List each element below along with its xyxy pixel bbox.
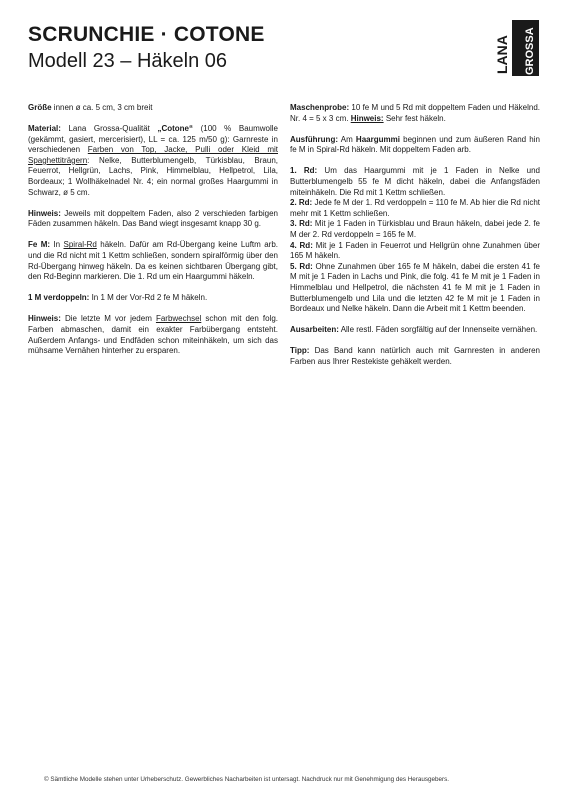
- groesse-text: innen ø ca. 5 cm, 3 cm breit: [51, 103, 153, 112]
- ausarbeiten-section: [290, 325, 540, 336]
- round-text: Mit je 1 Faden in Feuerrot und Hellgrün ohne Zunahmen über 165 M häkeln.: [290, 240, 540, 261]
- lana-grossa-logo: [485, 20, 539, 76]
- page-subtitle: Modell 23 – Häkeln 06: [28, 50, 228, 72]
- ausfuehrung-text: beginnen und zum äußeren Rand hin fe M in Spiral-Rd häkeln. Mit doppeltem Faden arb.: [290, 134, 540, 155]
- ausarbeiten-label: Ausarbeiten:: [290, 325, 339, 335]
- verdoppeln-section: [28, 293, 278, 304]
- hinweis-section: [28, 209, 278, 230]
- round-5: [290, 262, 540, 313]
- round-3: [290, 219, 540, 239]
- left-column: [28, 103, 278, 367]
- maschenprobe-text: Sehr fest häkeln.: [383, 113, 446, 123]
- round-text: Jede fe M der 1. Rd verdoppeln = 110 fe M. Ab hier die Rd nicht mehr mit 1 Kettm schließen.: [290, 198, 540, 218]
- hinweis-label: Hinweis:: [28, 314, 61, 324]
- material-text: Lana Grossa-Qualität: [60, 124, 158, 134]
- material-product: „Cotone“: [157, 124, 194, 134]
- material-text: (100 % Baumwolle (gekämmt, gasiert, mercerisiert), LL = ca. 125 m/50 g): Garnreste in verschiedenen: [28, 124, 279, 155]
- fem-text: häkeln. Dafür am Rd-Übergang keine Luftm arb. und die Rd nicht mit 1 Kettm schließen, sondern spiralförmig über den Rd-Übergang hinweg häkeln. Da es keinen sichtbaren Übergang gibt, den Rd-Beginn markieren. Die 1. Rd um ein Haargummi häkeln.: [28, 240, 278, 282]
- spiral-rd-link[interactable]: Spiral-Rd: [63, 240, 97, 250]
- material-colors-link[interactable]: Farben von Top, Jacke, Pulli oder Kleid mit Spaghettiträgern: [28, 145, 278, 165]
- tipp-section: [290, 346, 540, 367]
- round-label: 5. Rd:: [290, 261, 313, 271]
- round-2: [290, 198, 540, 218]
- hinweis-label: Hinweis:: [28, 208, 61, 218]
- maschenprobe-section: [290, 103, 540, 124]
- fem-text: In: [50, 240, 64, 250]
- round-label: 1. Rd:: [290, 166, 318, 176]
- round-label: 4. Rd:: [290, 240, 313, 250]
- ausfuehrung-label: Ausführung:: [290, 134, 338, 144]
- round-text: Um das Haargummi mit je 1 Faden in Nelke und Butterblumengelb 55 fe M dicht häkeln, dabei die Anfangsfäden miteinhäkeln. Die Rd mit 1 Kettm schließen.: [290, 166, 540, 197]
- ausfuehrung-text: Am: [338, 134, 356, 144]
- svg-text:LANA: LANA: [494, 35, 510, 74]
- groesse-label: Größe: [28, 103, 52, 112]
- round-4: [290, 241, 540, 261]
- svg-text:GROSSA: GROSSA: [524, 27, 536, 75]
- page-title: SCRUNCHIE · COTONE: [28, 23, 265, 46]
- hinweis-text: Die letzte M vor jedem: [60, 314, 156, 324]
- groesse-section: [28, 103, 278, 114]
- rounds-section: [290, 166, 540, 314]
- fem-label: Fe M:: [28, 240, 51, 250]
- ausfuehrung-haargummi: Haargummi: [355, 134, 400, 144]
- tipp-label: Tipp:: [290, 346, 310, 356]
- material-label: Material:: [28, 124, 61, 134]
- round-text: Ohne Zunahmen über 165 fe M häkeln, dabei die ersten 41 fe M mit je 1 Faden in Lachs und Pink, die folg. 41 fe M mit je 1 Faden in Himmelblau und Hellpetrol, die nächsten 41 fe M mit je 1 Faden in Butterblumengelb und Lila und die letzten 42 fe M mit je 1 Faden in Bordeaux und Nelke häkeln. Dann die Arbeit mit 1 Kettm beenden.: [290, 261, 540, 314]
- hinweis-text: schon mit den folg. Farben abmaschen, damit ein exakter Farbübergang entsteht. Außerdem Anfangs- und Endfäden schon miteinhäkeln, um sich das mühsame Vernähen hinterher zu ersparen.: [28, 314, 278, 356]
- maschenprobe-text: 10 fe M und 5 Rd mit doppeltem Faden und Häkelnd. Nr. 4 = 5 x 3 cm.: [290, 103, 540, 123]
- ausarbeiten-text: Alle restl. Fäden sorgfältig auf der Innenseite vernähen.: [338, 325, 538, 335]
- hinweis-farbwechsel-section: [28, 314, 278, 356]
- round-text: Mit je 1 Faden in Türkisblau und Braun häkeln, dabei jede 2. fe M der 2. Rd verdoppeln = 165 fe M.: [290, 219, 540, 239]
- material-section: [28, 124, 278, 198]
- verdoppeln-text: In 1 M der Vor-Rd 2 fe M häkeln.: [89, 293, 208, 303]
- farbwechsel-link[interactable]: Farbwechsel: [155, 314, 202, 324]
- hinweis-text: Jeweils mit doppeltem Faden, also 2 verschieden farbigen Fäden zusammen häkeln. Das Band wiegt insgesamt knapp 30 g.: [28, 208, 278, 229]
- fem-section: [28, 240, 278, 282]
- copyright-footer: © Sämtliche Modelle stehen unter Urheberschutz. Gewerbliches Nacharbeiten ist untersagt. Nachdruck nur mit Genehmigung des Herausgebers.: [44, 776, 450, 783]
- round-label: 2. Rd:: [290, 198, 313, 208]
- ausfuehrung-section: [290, 135, 540, 156]
- round-label: 3. Rd:: [290, 219, 313, 229]
- round-1: [290, 166, 540, 196]
- tipp-text: Das Band kann natürlich auch mit Garnresten in anderen Farben aus Ihrer Restekiste gehäkelt werden.: [290, 346, 540, 366]
- right-column: [290, 103, 540, 378]
- verdoppeln-label: 1 M verdoppeln:: [28, 293, 90, 303]
- maschenprobe-label: Maschenprobe:: [290, 103, 350, 112]
- material-text: : Nelke, Butterblumengelb, Türkisblau, Braun, Feuerrot, Hellgrün, Lachs, Pink, Himmelblau, Hellpetrol, Lila, Bordeaux; 1 Wollhäkelnadel Nr. 4; ein normal großes Haargummi in Schwarz, ø 5 cm.: [28, 155, 278, 197]
- maschenprobe-hinweis-link[interactable]: Hinweis:: [350, 113, 384, 123]
